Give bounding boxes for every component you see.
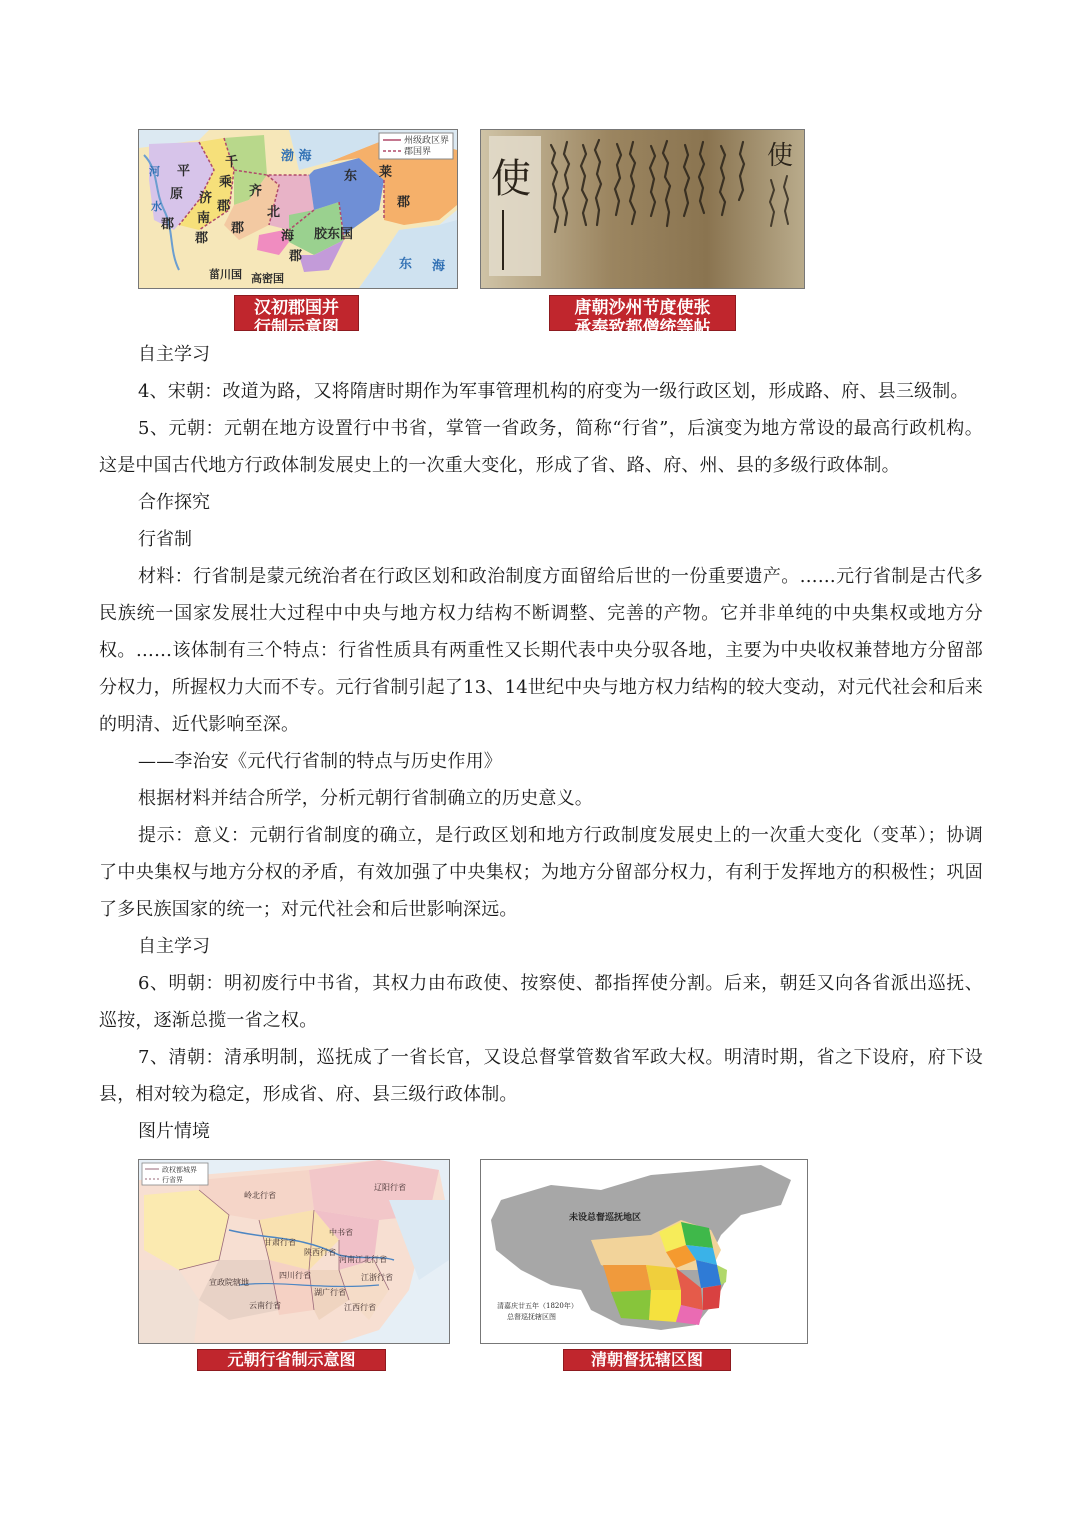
- yuan-label: 宣政院辖地: [209, 1278, 249, 1287]
- han-label: 菑川国: [209, 268, 242, 281]
- yuan-map-image: [139, 1160, 449, 1343]
- section-heading-coop: 合作探究: [138, 492, 210, 513]
- han-label: 原: [170, 187, 184, 202]
- han-label: 齐: [249, 184, 263, 199]
- yuan-label: 中书省: [329, 1228, 353, 1237]
- text-block-3: [99, 965, 983, 1113]
- han-label: 郡: [217, 199, 231, 214]
- yuan-legend-1: 政权都城界: [162, 1166, 197, 1174]
- caption-line: 行制示意图: [254, 318, 339, 338]
- section-heading-xingsheng: 行省制: [138, 529, 192, 550]
- han-label: 海: [281, 229, 295, 244]
- paragraph-yuan: 5、元朝：元朝在地方设置行中书省，掌管一省政务，简称“行省”，后演变为地方常设的最高行政机构。这是中国古代地方行政体制发展史上的一次重大变化，形成了省、路、府、州、县的多级行政体制。: [99, 418, 983, 476]
- yuan-label: 江浙行省: [361, 1273, 393, 1282]
- qing-label-year: 清嘉庆廿五年（1820年）: [497, 1302, 578, 1310]
- paragraph-hint: 提示：意义：元朝行省制度的确立，是行政区划和地方行政制度发展史上的一次重大变化（变革）；协调了中央集权与地方分权的矛盾，有效加强了中央集权；为地方分留部分权力，有利于发挥地方的积极性；巩固了多民族国家的统一；对元代社会和后世影响深远。: [99, 825, 983, 920]
- qing-label-title: 总督巡抚辖区图: [507, 1313, 556, 1321]
- caption-line: 承奉致都僧统等帖: [574, 318, 711, 338]
- han-label: 郡: [289, 249, 303, 264]
- han-label: 济: [199, 191, 213, 206]
- qing-map-image: [481, 1160, 807, 1343]
- han-sea-label: 海: [432, 259, 446, 274]
- yuan-label: 岭北行省: [244, 1191, 276, 1200]
- han-map-caption: [234, 295, 359, 338]
- paragraph-ming: 6、明朝：明初废行中书省，其权力由布政使、按察使、都指挥使分割。后来，朝廷又向各省派出巡抚、巡按，逐渐总揽一省之权。: [99, 973, 983, 1031]
- han-sea-label: 渤 海: [281, 149, 312, 164]
- tang-glyph-main: 使: [491, 156, 531, 202]
- yuan-label: 云南行省: [249, 1301, 281, 1310]
- han-label: 郡: [195, 231, 209, 246]
- han-label: 千: [225, 155, 239, 170]
- han-label: 北: [267, 205, 281, 220]
- text-block-1: [99, 373, 983, 484]
- section-heading-self-study: 自主学习: [138, 344, 210, 365]
- han-map-figure: [138, 129, 458, 289]
- caption-line: 元朝行省制示意图: [227, 1350, 356, 1369]
- han-label: 郡: [397, 195, 411, 210]
- han-label: 莱: [379, 165, 393, 180]
- han-label: 东: [344, 169, 358, 184]
- han-label: 郡: [231, 221, 245, 236]
- paragraph-question: 根据材料并结合所学，分析元朝行省制确立的历史意义。: [138, 788, 593, 809]
- yuan-label: 江西行省: [344, 1303, 376, 1312]
- yuan-label: 辽阳行省: [374, 1183, 406, 1192]
- han-label: 高密国: [251, 272, 284, 285]
- paragraph-material: 材料：行省制是蒙元统治者在行政区划和政治制度方面留给后世的一份重要遗产。……元行省制是古代多民族统一国家发展壮大过程中中央与地方权力结构不断调整、完善的产物。它并非单纯的中央集权或地方分权。……该体制有三个特点：行省性质具有两重性又长期代表中央分驭各地，主要为中央收权兼替地方分留部分权力，所握权力大而不专。元行省制引起了13、14世纪中央与地方权力结构的较大变动，对元代社会和后来的明清、近代影响至深。: [99, 566, 983, 735]
- han-sea-label: 东: [399, 257, 413, 272]
- paragraph-song: 4、宋朝：改道为路，又将隋唐时期作为军事管理机构的府变为一级行政区划，形成路、府、县三级制。: [138, 381, 969, 402]
- han-legend-1: 州级政区界: [404, 136, 450, 146]
- section-heading-self-study-2: 自主学习: [138, 936, 210, 957]
- yuan-label: 河南江北行省: [339, 1255, 387, 1264]
- tang-document-image: [481, 130, 804, 288]
- caption-line: 汉初郡国并: [254, 298, 339, 318]
- caption-line: 清朝督抚辖区图: [590, 1350, 703, 1369]
- han-label: 郡: [161, 217, 175, 232]
- han-river-label: 河: [149, 165, 160, 178]
- tang-document-figure: [480, 129, 805, 289]
- yuan-label: 四川行省: [279, 1271, 311, 1280]
- han-label: 胶东国: [314, 227, 354, 242]
- qing-label-unset: 未设总督巡抚地区: [569, 1213, 642, 1223]
- paragraph-source: ——李治安《元代行省制的特点与历史作用》: [138, 751, 502, 772]
- han-legend-2: 郡国界: [404, 147, 432, 157]
- yuan-legend-2: 行省界: [162, 1176, 183, 1184]
- han-label: 平: [177, 164, 191, 179]
- han-map-image: [139, 130, 457, 288]
- han-label: 乘: [219, 175, 233, 190]
- tang-document-caption: [549, 295, 736, 338]
- qing-map-caption: [563, 1349, 731, 1371]
- paragraph-qing: 7、清朝：清承明制，巡抚成了一省长官，又设总督掌管数省军政大权。明清时期，省之下设府，府下设县，相对较为稳定，形成省、府、县三级行政体制。: [99, 1047, 983, 1105]
- han-river-label: 水: [151, 200, 162, 213]
- section-heading-picture: 图片情境: [138, 1121, 210, 1142]
- text-block-2: [99, 558, 983, 928]
- tang-glyph-side: 使: [767, 141, 794, 171]
- caption-line: 唐朝沙州节度使张: [574, 298, 711, 318]
- han-label: 南: [197, 211, 211, 226]
- yuan-label: 甘肃行省: [264, 1238, 296, 1247]
- yuan-label: 陕西行省: [304, 1248, 336, 1257]
- yuan-label: 湖广行省: [314, 1288, 346, 1297]
- qing-map-figure: [480, 1159, 808, 1344]
- yuan-map-caption: [197, 1349, 386, 1371]
- yuan-map-figure: [138, 1159, 450, 1344]
